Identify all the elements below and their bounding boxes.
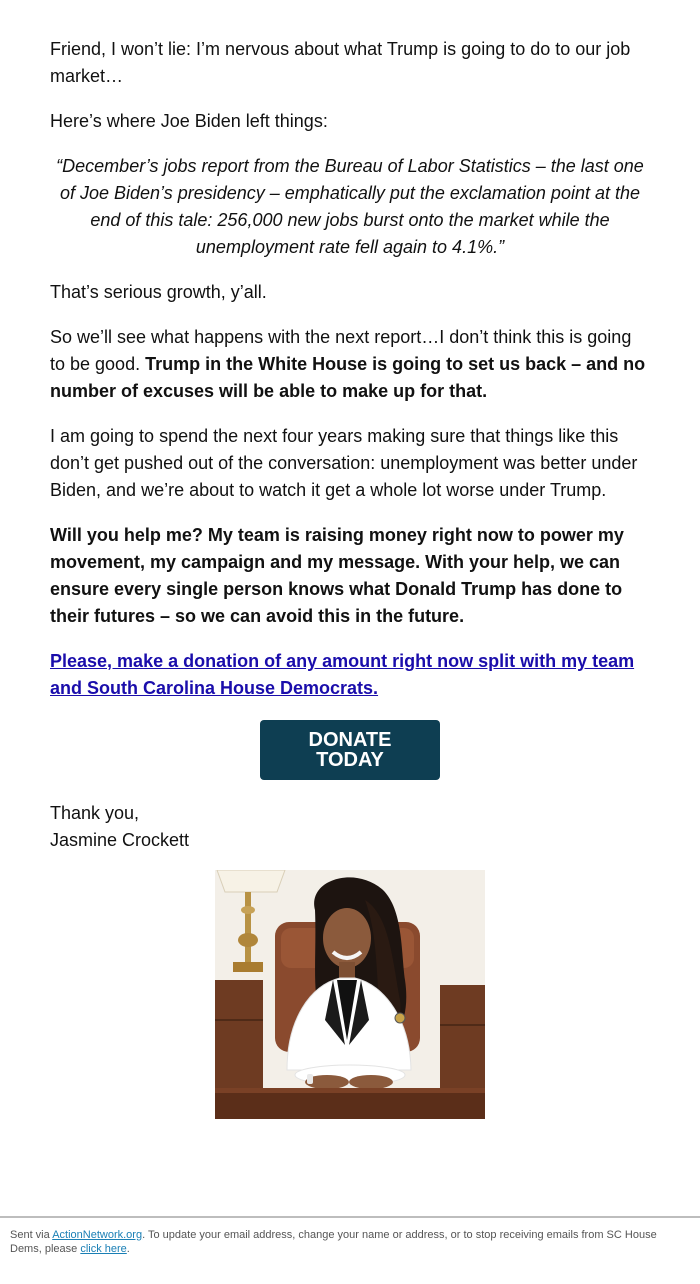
donation-link-paragraph bbox=[50, 648, 650, 702]
growth-paragraph: That’s serious growth, y’all. bbox=[50, 282, 267, 302]
jobs-report-quote: “December’s jobs report from the Bureau of Labor Statistics – the last one of Joe Biden’s presidency – emphatically put the exclamation point at the end of this tale: 256,000 new jobs burst onto the market while the unemployment rate fell again to 4.1%.” bbox=[56, 156, 644, 257]
thanks-text: Thank you, bbox=[50, 803, 140, 823]
email-body bbox=[50, 36, 650, 1127]
donate-today-button[interactable] bbox=[260, 720, 440, 780]
donation-link[interactable]: Please, make a donation of any amount right now split with my team and South Carolina House Democrats. bbox=[50, 651, 635, 698]
signature-name: Jasmine Crockett bbox=[50, 830, 190, 850]
unsubscribe-click-here-link[interactable]: click here bbox=[80, 1243, 127, 1255]
portrait-illustration bbox=[215, 870, 485, 1119]
footer-body-text: . To update your email address, change your name or address, or to stop receiving emails from SC House Dems, please bbox=[10, 1229, 657, 1255]
donate-button-line2: TODAY bbox=[316, 749, 384, 771]
lead-in-paragraph: Here’s where Joe Biden left things: bbox=[50, 111, 328, 131]
action-network-link[interactable]: ActionNetwork.org bbox=[52, 1229, 143, 1241]
email-footer bbox=[0, 1216, 700, 1256]
intro-paragraph: Friend, I won’t lie: I’m nervous about what Trump is going to do to our job market… bbox=[50, 39, 631, 86]
portrait-photo bbox=[215, 870, 485, 1119]
footer-end: . bbox=[126, 1243, 130, 1255]
footer-sent-via: Sent via bbox=[10, 1229, 53, 1241]
donate-button-wrapper bbox=[50, 720, 650, 780]
next-report-bold-text: Trump in the White House is going to set us back – and no number of excuses will be able to make up for that. bbox=[50, 354, 646, 401]
donate-button-line1: DONATE bbox=[308, 729, 392, 751]
four-years-paragraph: I am going to spend the next four years making sure that things like this don’t get pushed out of the conversation: unemployment was better under Biden, and we’re about to watch it get a whole lot worse under Trump. bbox=[50, 426, 638, 500]
signoff bbox=[50, 800, 650, 854]
next-report-paragraph bbox=[50, 324, 650, 405]
next-report-text: So we’ll see what happens with the next report…I don’t think this is going to be good. bbox=[50, 327, 632, 374]
photo-wrapper bbox=[50, 870, 650, 1127]
ask-paragraph: Will you help me? My team is raising money right now to power my movement, my campaign and my message. With your help, we can ensure every single person knows what Donald Trump has done to their futures – so we can avoid this in the future. bbox=[50, 525, 624, 626]
